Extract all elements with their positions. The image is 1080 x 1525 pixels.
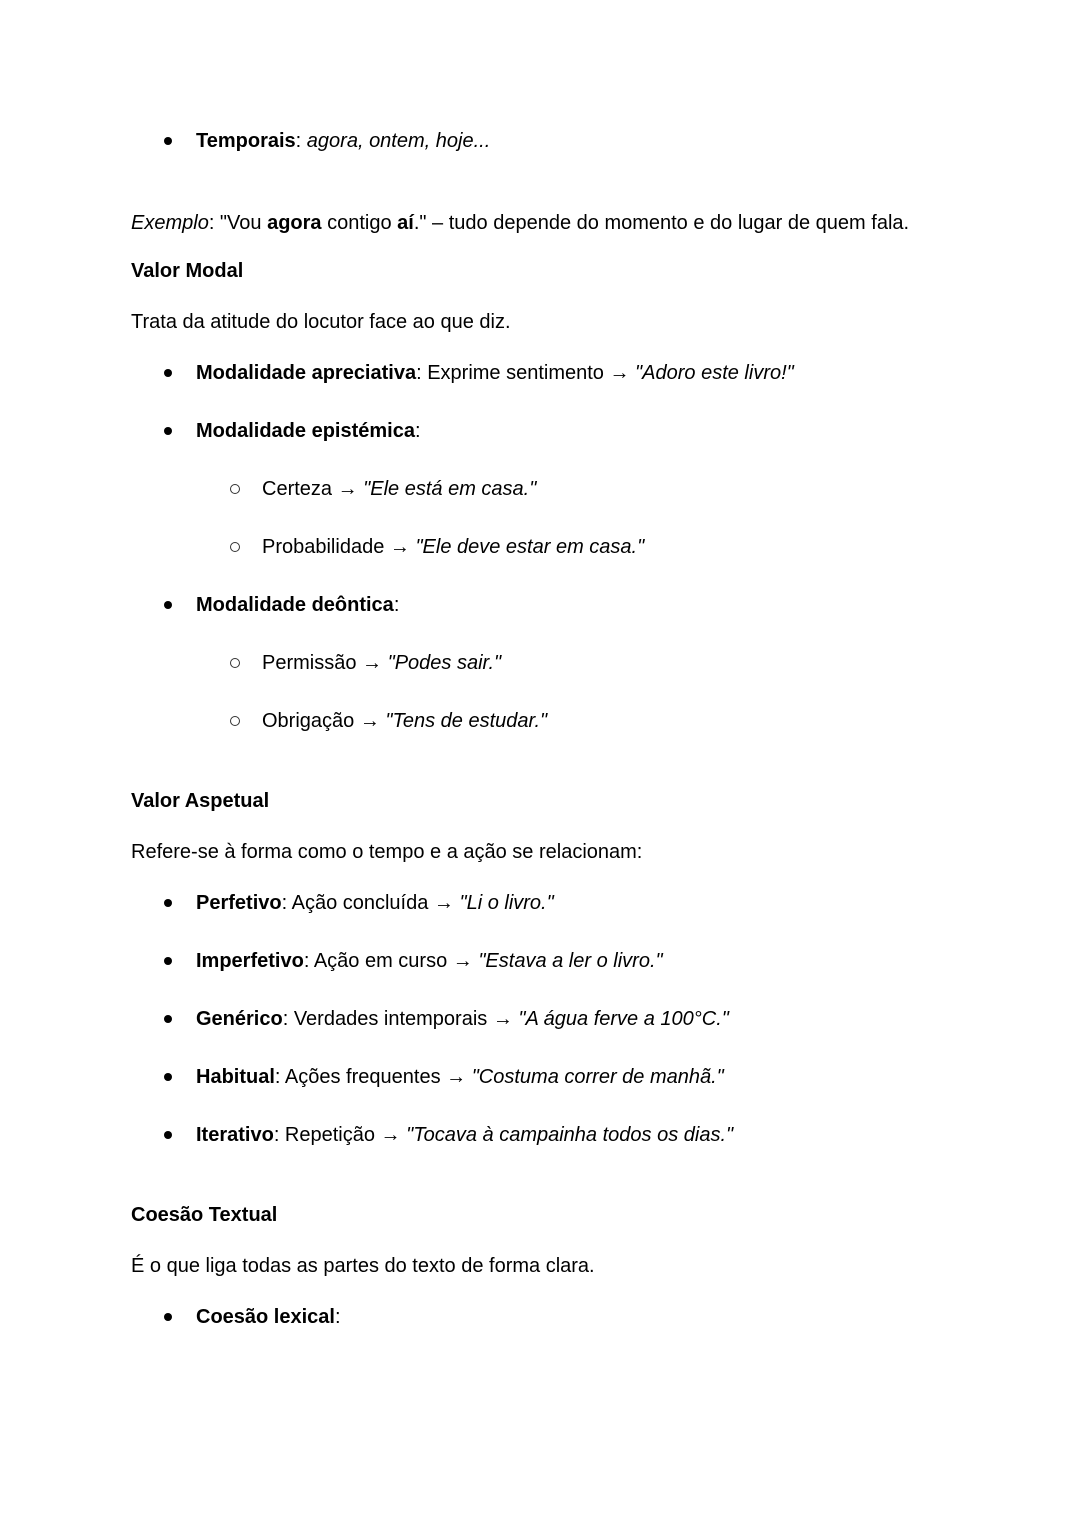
section-heading <box>131 787 949 815</box>
list-item <box>131 889 949 917</box>
sub-list-item <box>131 533 949 561</box>
text-segment: Permissão → <box>262 652 388 674</box>
text-segment: "A água ferve a 100°C." <box>518 1008 729 1030</box>
bullet-disc-icon <box>164 369 172 377</box>
text-segment: "Adoro este livro!" <box>635 362 794 384</box>
text-segment: : Verdades intemporais → <box>282 1008 519 1030</box>
text-segment: : Repetição → <box>273 1124 407 1146</box>
paragraph <box>131 1252 949 1280</box>
text-segment: "Podes sair." <box>387 652 502 674</box>
text-segment: Coesão Textual <box>131 1204 278 1226</box>
text-segment: Genérico <box>196 1008 283 1030</box>
text-segment: : Exprime sentimento → <box>416 362 636 384</box>
text-segment: : <box>334 1306 341 1328</box>
list-item <box>131 591 949 619</box>
text-segment: Modalidade deôntica <box>196 594 394 616</box>
text-segment: É o que liga todas as partes do texto de forma clara. <box>131 1255 595 1277</box>
text-segment: "Costuma correr de manhã." <box>471 1066 724 1088</box>
text-segment: contigo <box>321 212 398 234</box>
text-segment: Temporais <box>196 130 296 152</box>
list-item <box>131 127 949 155</box>
text-segment: Modalidade epistémica <box>196 420 415 442</box>
text-segment: Modalidade apreciativa <box>196 362 417 384</box>
bullet-circle-icon <box>230 542 240 552</box>
bullet-disc-icon <box>164 1313 172 1321</box>
sub-list-item <box>131 475 949 503</box>
list-item <box>131 947 949 975</box>
text-segment: Valor Aspetual <box>131 790 270 812</box>
text-segment: "Tens de estudar." <box>385 710 548 732</box>
text-segment: Perfetivo <box>196 892 282 914</box>
text-segment: : Ação concluída → <box>281 892 460 914</box>
text-segment: Refere-se à forma como o tempo e a ação se relacionam: <box>131 841 643 863</box>
text-segment: Valor Modal <box>131 260 244 282</box>
list-item <box>131 417 949 445</box>
text-segment: Probabilidade → <box>262 536 416 558</box>
bullet-circle-icon <box>230 484 240 494</box>
text-segment: ." – tudo depende do momento e do lugar de quem fala. <box>413 212 910 234</box>
list-item <box>131 1063 949 1091</box>
text-segment: agora, ontem, hoje... <box>306 130 491 152</box>
text-segment: : <box>393 594 400 616</box>
bullet-disc-icon <box>164 1131 172 1139</box>
text-segment: Obrigação → <box>262 710 386 732</box>
text-segment: Trata da atitude do locutor face ao que diz. <box>131 311 511 333</box>
list-item <box>131 1005 949 1033</box>
paragraph <box>131 308 949 336</box>
bullet-disc-icon <box>164 957 172 965</box>
text-segment: Exemplo <box>131 212 209 234</box>
text-segment: Coesão lexical <box>196 1306 335 1328</box>
text-segment: : Ações frequentes → <box>274 1066 472 1088</box>
paragraph <box>131 838 949 866</box>
sub-list-item <box>131 707 949 735</box>
bullet-disc-icon <box>164 1073 172 1081</box>
list-item <box>131 359 949 387</box>
text-segment: Iterativo <box>196 1124 274 1146</box>
section-heading <box>131 1201 949 1229</box>
paragraph <box>131 209 949 237</box>
bullet-circle-icon <box>230 658 240 668</box>
bullet-disc-icon <box>164 137 172 145</box>
bullet-disc-icon <box>164 601 172 609</box>
bullet-disc-icon <box>164 427 172 435</box>
text-segment: "Ele deve estar em casa." <box>415 536 645 558</box>
text-segment: "Ele está em casa." <box>363 478 537 500</box>
text-segment: "Li o livro." <box>459 892 554 914</box>
list-item <box>131 1303 949 1331</box>
list-item <box>131 1121 949 1149</box>
text-segment: : Ação em curso → <box>303 950 479 972</box>
text-segment: Certeza → <box>262 478 364 500</box>
text-segment: Habitual <box>196 1066 275 1088</box>
text-segment: aí <box>397 212 414 234</box>
bullet-circle-icon <box>230 716 240 726</box>
bullet-disc-icon <box>164 1015 172 1023</box>
section-heading <box>131 257 949 285</box>
text-segment: "Estava a ler o livro." <box>478 950 663 972</box>
text-segment: Imperfetivo <box>196 950 304 972</box>
sub-list-item <box>131 649 949 677</box>
text-segment: : <box>414 420 421 442</box>
text-segment: agora <box>267 212 322 234</box>
text-segment: : <box>295 130 307 152</box>
bullet-disc-icon <box>164 899 172 907</box>
text-segment: "Tocava à campainha todos os dias." <box>406 1124 734 1146</box>
text-segment: : "Vou <box>208 212 268 234</box>
